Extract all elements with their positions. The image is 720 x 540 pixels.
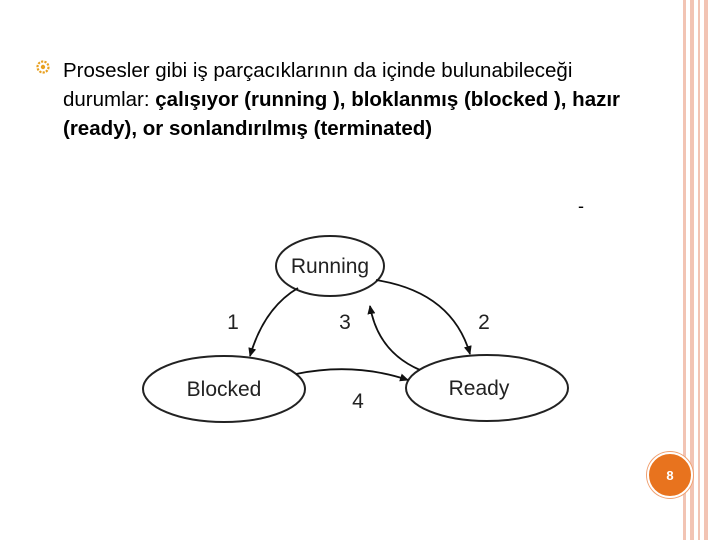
bullet-text-bold: çalışıyor (running ), bloklanmış (blocked ), hazır (ready), or sonlandırılmış (terminated)	[63, 88, 621, 140]
ready-label: Ready	[448, 377, 510, 400]
thread-state-diagram	[130, 222, 600, 432]
gear-bullet-icon	[36, 60, 50, 74]
transition-arrow-4	[296, 369, 408, 380]
transition-label-3: 3	[339, 311, 351, 334]
blocked-label: Blocked	[186, 378, 262, 401]
page-number-badge: 8	[647, 452, 693, 498]
decorative-rail	[690, 0, 694, 540]
transition-arrow-3	[370, 306, 420, 370]
stray-dash: -	[578, 196, 584, 216]
bullet-item	[36, 56, 636, 143]
decorative-rail	[698, 0, 700, 540]
running-label: Running	[290, 255, 370, 278]
transition-arrow-2	[376, 280, 470, 354]
bullet-text	[63, 56, 636, 143]
bullet-text-normal: Prosesler gibi iş parçacıklarının da içinde bulunabileceği durumlar:	[63, 59, 573, 111]
decorative-rail	[704, 0, 708, 540]
transition-label-2: 2	[478, 311, 490, 334]
transition-label-4: 4	[352, 390, 364, 413]
transition-arrow-1	[250, 288, 298, 356]
transition-label-1: 1	[227, 311, 239, 334]
